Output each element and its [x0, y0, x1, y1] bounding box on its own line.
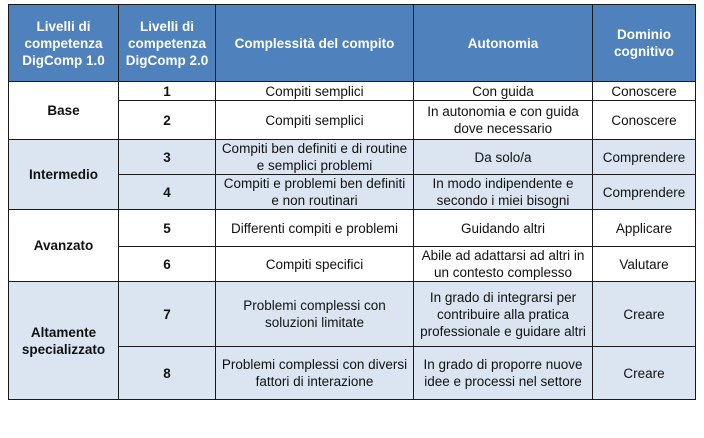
task-complexity-cell: Compiti specifici — [216, 247, 414, 282]
digcomp-competence-table — [8, 4, 696, 400]
group-altamente-specializzato: Altamente specializzato — [9, 282, 119, 400]
level-number: 2 — [119, 101, 216, 140]
header-cognitive-domain: Dominio cognitivo — [593, 5, 696, 82]
group-avanzato: Avanzato — [9, 210, 119, 282]
group-intermedio: Intermedio — [9, 140, 119, 210]
autonomy-cell: Con guida — [414, 82, 593, 101]
autonomy-cell: In grado di integrarsi per contribuire alla pratica professionale e guidare altri — [414, 282, 593, 347]
cognitive-domain-cell: Comprendere — [593, 140, 696, 175]
autonomy-cell: In autonomia e con guida dove necessario — [414, 101, 593, 140]
table-row — [9, 210, 696, 247]
level-number: 3 — [119, 140, 216, 175]
table-row — [9, 140, 696, 175]
level-number: 5 — [119, 210, 216, 247]
task-complexity-cell: Compiti semplici — [216, 82, 414, 101]
table-row — [9, 282, 696, 347]
table-row — [9, 82, 696, 101]
autonomy-cell: Guidando altri — [414, 210, 593, 247]
autonomy-cell: In modo indipendente e secondo i miei bisogni — [414, 175, 593, 210]
level-number: 7 — [119, 282, 216, 347]
task-complexity-cell: Problemi complessi con soluzioni limitate — [216, 282, 414, 347]
header-task-complexity: Complessità del compito — [216, 5, 414, 82]
cognitive-domain-cell: Applicare — [593, 210, 696, 247]
autonomy-cell: Da solo/a — [414, 140, 593, 175]
cognitive-domain-cell: Comprendere — [593, 175, 696, 210]
cognitive-domain-cell: Conoscere — [593, 101, 696, 140]
header-row — [9, 5, 696, 82]
table-wrapper — [8, 4, 696, 400]
task-complexity-cell: Compiti ben definiti e di routine e semplici problemi — [216, 140, 414, 175]
task-complexity-cell: Compiti e problemi ben definiti e non routinari — [216, 175, 414, 210]
group-base: Base — [9, 82, 119, 140]
cognitive-domain-cell: Conoscere — [593, 82, 696, 101]
task-complexity-cell: Compiti semplici — [216, 101, 414, 140]
level-number: 4 — [119, 175, 216, 210]
header-digcomp-1: Livelli di competenza DigComp 1.0 — [9, 5, 119, 82]
level-number: 1 — [119, 82, 216, 101]
header-autonomy: Autonomia — [414, 5, 593, 82]
cognitive-domain-cell: Creare — [593, 347, 696, 400]
task-complexity-cell: Problemi complessi con diversi fattori di interazione — [216, 347, 414, 400]
cognitive-domain-cell: Valutare — [593, 247, 696, 282]
task-complexity-cell: Differenti compiti e problemi — [216, 210, 414, 247]
autonomy-cell: In grado di proporre nuove idee e processi nel settore — [414, 347, 593, 400]
level-number: 6 — [119, 247, 216, 282]
cognitive-domain-cell: Creare — [593, 282, 696, 347]
level-number: 8 — [119, 347, 216, 400]
header-digcomp-2: Livelli di competenza DigComp 2.0 — [119, 5, 216, 82]
autonomy-cell: Abile ad adattarsi ad altri in un contesto complesso — [414, 247, 593, 282]
